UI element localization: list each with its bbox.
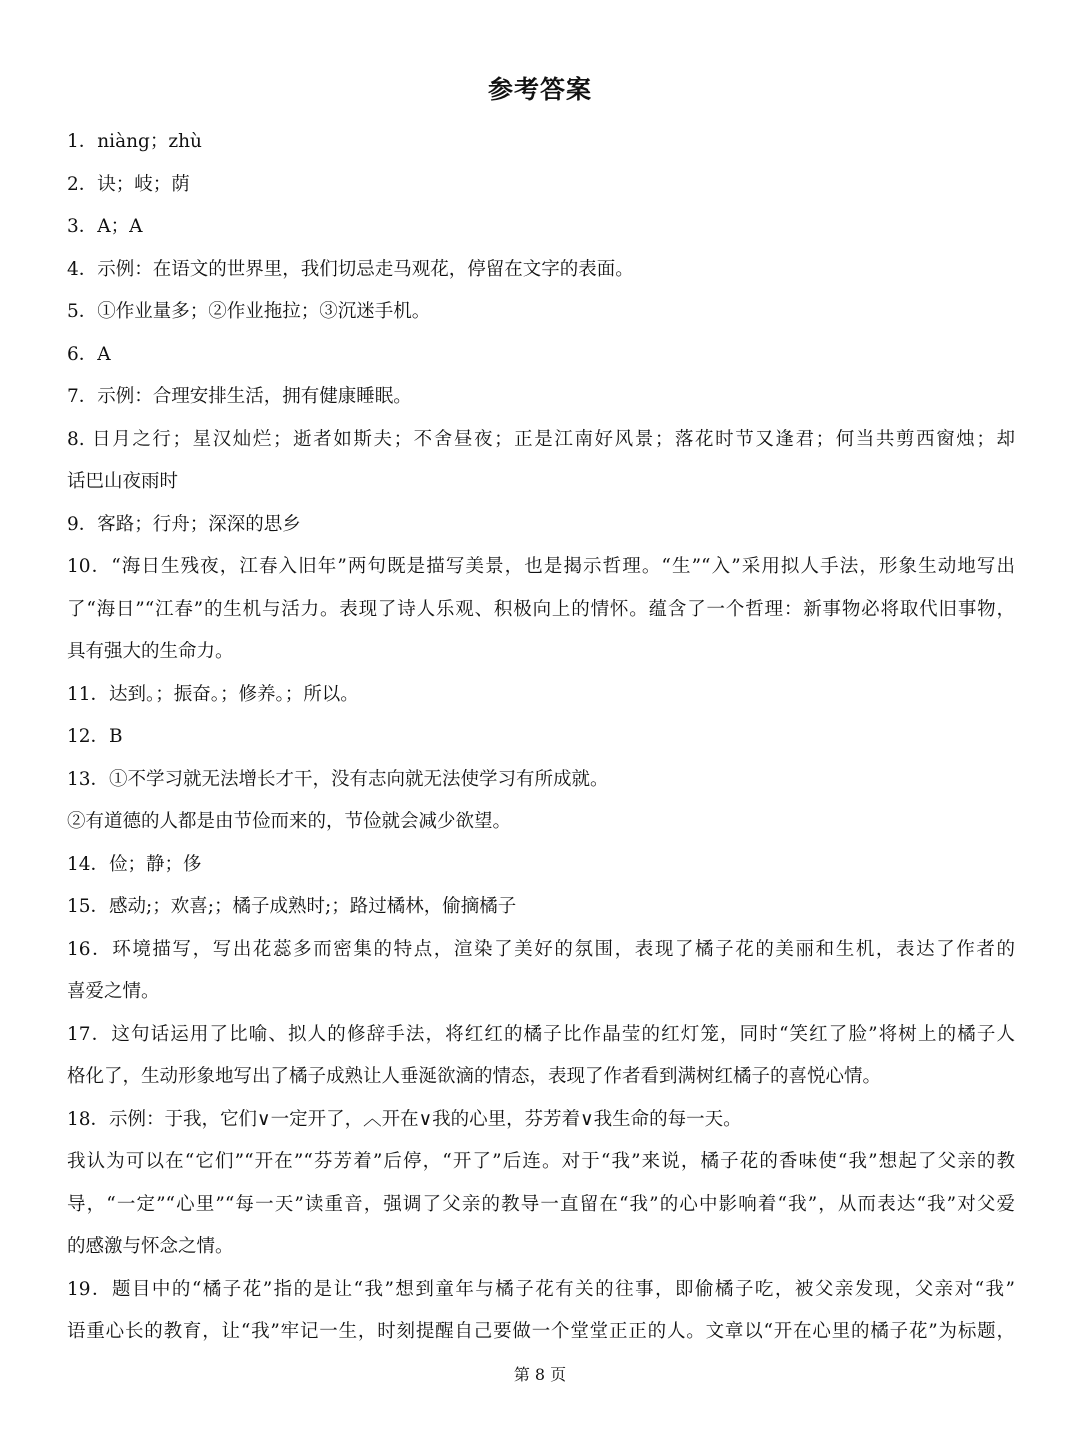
answer-line: 1．niàng；zhù xyxy=(67,131,202,152)
answer-line: 17．这句话运用了比喻、拟人的修辞手法，将红红的橘子比作晶莹的红灯笼，同时“笑红了脸”将树上的橘子人 xyxy=(67,1023,1015,1045)
answer-line: 2．诀；岐；荫 xyxy=(67,173,190,195)
answer-line: 我认为可以在“它们”“开在”“芬芳着”后停，“开了”后连。对于“我”来说，橘子花的香味使“我”想起了父亲的教 xyxy=(67,1151,1015,1172)
answer-line: 的感激与怀念之情。 xyxy=(67,1236,234,1257)
answer-line: ②有道德的人都是由节俭而来的，节俭就会减少欲望。 xyxy=(67,811,512,832)
answer-line: 了“海日”“江春”的生机与活力。表现了诗人乐观、积极向上的情怀。蕴含了一个哲理：新事物必将取代旧事物， xyxy=(67,598,1015,620)
answer-line: 18．示例：于我，它们∨一定开了，︿开在∨我的心里，芬芳着∨我生命的每一天。 xyxy=(67,1108,742,1130)
answer-line: 格化了，生动形象地写出了橘子成熟让人垂涎欲滴的情态，表现了作者看到满树红橘子的喜悦心情。 xyxy=(67,1066,882,1087)
answer-line: 13．①不学习就无法增长才干，没有志向就无法使学习有所成就。 xyxy=(67,768,609,790)
answer-line: 6．A xyxy=(67,343,111,365)
answer-line: 12．B xyxy=(67,726,123,747)
answer-line: 10．“海日生残夜，江春入旧年”两句既是描写美景，也是揭示哲理。“生”“入”采用拟人手法，形象生动地写出 xyxy=(67,556,1015,577)
answer-line: 16．环境描写，写出花蕊多而密集的特点，渲染了美好的氛围，表现了橘子花的美丽和生机，表达了作者的 xyxy=(67,938,1015,960)
answer-line: 19．题目中的“橘子花”指的是让“我”想到童年与橘子花有关的往事，即偷橘子吃，被父亲发现，父亲对“我” xyxy=(67,1278,1015,1300)
answer-line: 5．①作业量多；②作业拖拉；③沉迷手机。 xyxy=(67,301,431,322)
answer-content xyxy=(67,121,1015,1354)
page-number: 第 8 页 xyxy=(513,1365,567,1384)
answer-line: 11．达到。；振奋。；修养。；所以。 xyxy=(67,683,359,705)
answer-line: 喜爱之情。 xyxy=(67,981,160,1002)
answer-line: 导，“一定”“心里”“每一天”读重音，强调了父亲的教导一直留在“我”的心中影响着“我”，从而表达“我”对父爱 xyxy=(67,1193,1015,1215)
answer-line: 具有强大的生命力。 xyxy=(67,641,234,662)
answer-line: 14．俭；静；侈 xyxy=(67,853,202,875)
answer-line: 8. 日月之行；星汉灿烂；逝者如斯夫；不舍昼夜；正是江南好风景；落花时节又逢君；何当共剪西窗烛；却 xyxy=(67,428,1015,450)
answer-line: 9．客路；行舟；深深的思乡 xyxy=(67,513,301,535)
answer-line: 15．感动;；欢喜;；橘子成熟时;；路过橘林，偷摘橘子 xyxy=(67,896,517,917)
answer-line: 7．示例：合理安排生活，拥有健康睡眠。 xyxy=(67,386,412,407)
answer-line: 话巴山夜雨时 xyxy=(67,471,179,492)
answer-line: 3．A；A xyxy=(67,216,143,237)
page-title: 参考答案 xyxy=(487,75,592,104)
answer-line: 语重心长的教育，让“我”牢记一生，时刻提醒自己要做一个堂堂正正的人。文章以“开在心里的橘子花”为标题， xyxy=(67,1321,1015,1342)
answer-line: 4．示例：在语文的世界里，我们切忌走马观花，停留在文字的表面。 xyxy=(67,258,634,280)
